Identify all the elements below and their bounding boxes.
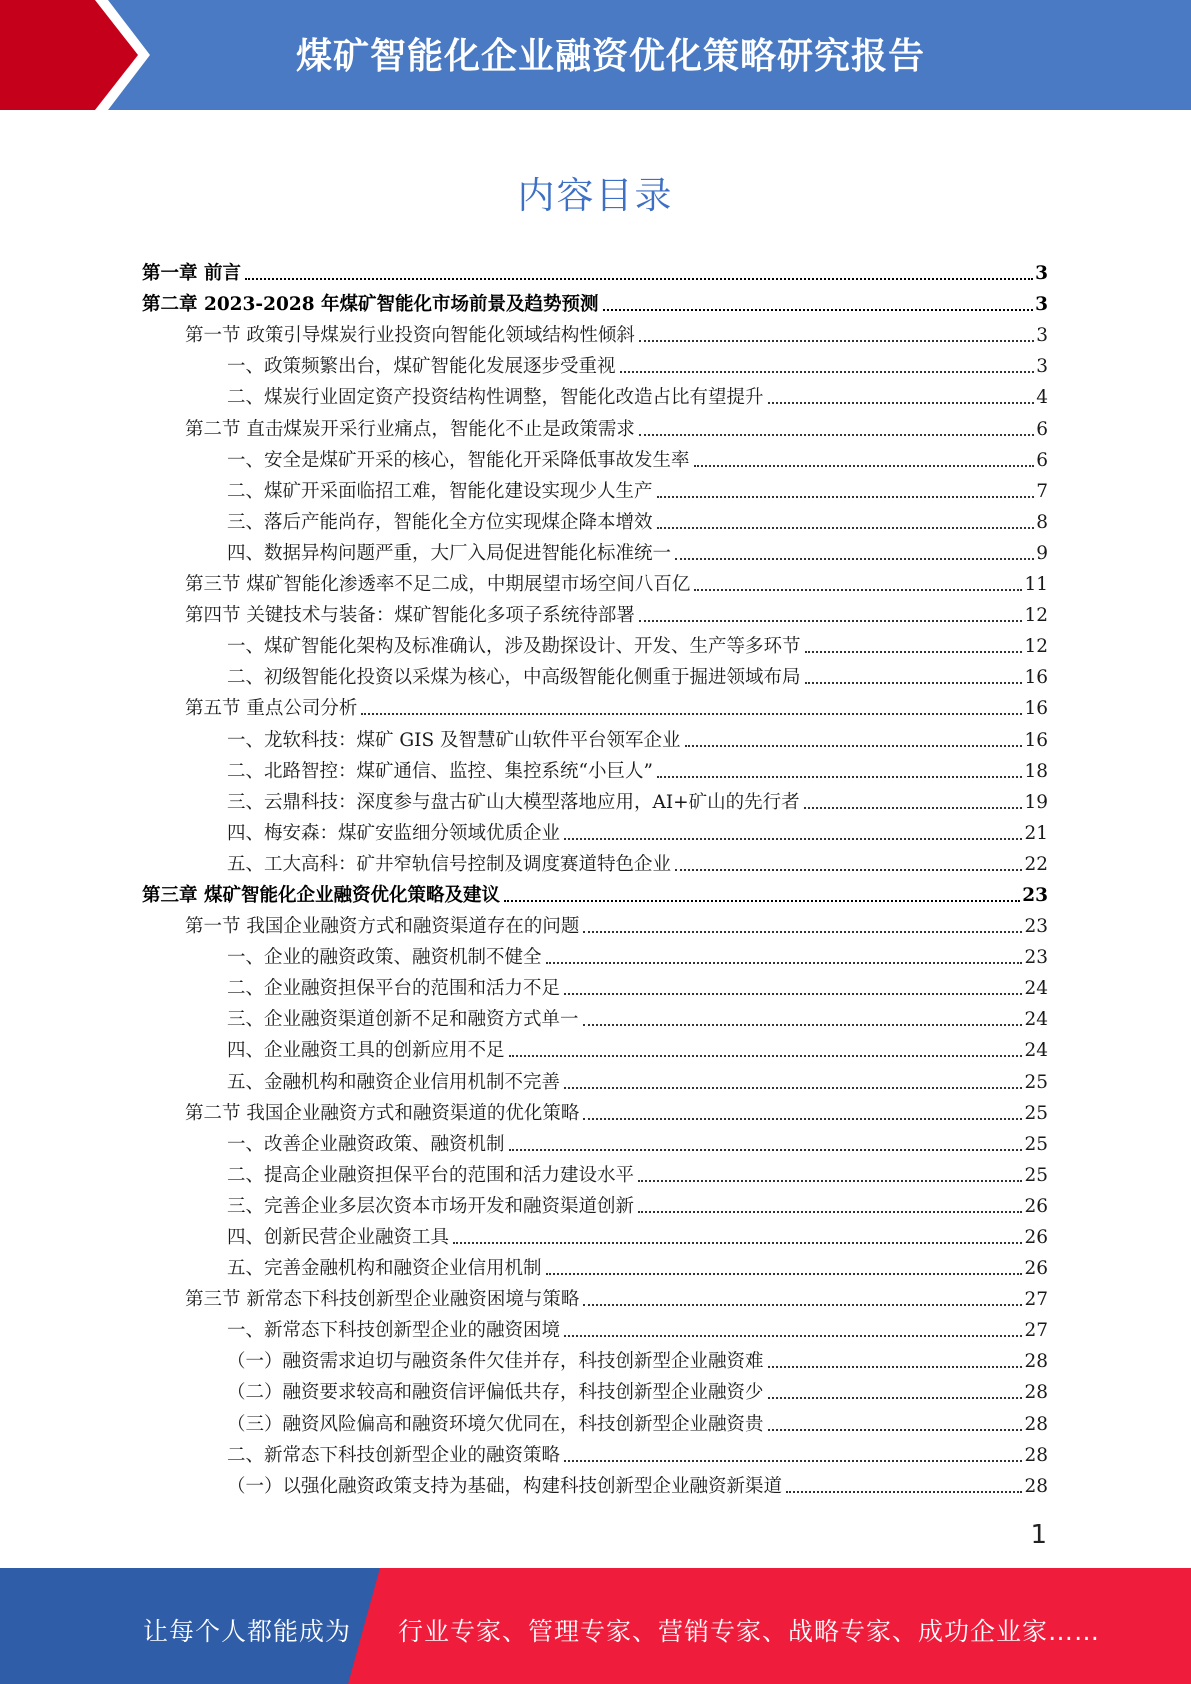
- toc-entry-title: 二、提高企业融资担保平台的范围和活力建设水平: [227, 1164, 635, 1186]
- toc-entry-title: 第一节 我国企业融资方式和融资渠道存在的问题: [185, 916, 580, 938]
- toc-dot-leader: [768, 402, 1034, 404]
- toc-entry-page: 19: [1024, 791, 1048, 813]
- toc-entry[interactable]: [142, 347, 1048, 378]
- toc-entry-page: 16: [1024, 667, 1048, 689]
- toc-dot-leader: [546, 962, 1023, 964]
- toc-dot-leader: [804, 807, 1023, 809]
- toc-entry[interactable]: [142, 720, 1048, 751]
- toc-dot-leader: [564, 1460, 1022, 1462]
- toc-entry[interactable]: [142, 783, 1048, 814]
- toc-entry-title: 一、改善企业融资政策、融资机制: [227, 1133, 505, 1155]
- toc-entry-page: 28: [1024, 1475, 1048, 1497]
- toc-entry-title: 二、煤炭行业固定资产投资结构性调整，智能化改造占比有望提升: [227, 387, 764, 409]
- toc-entry-title: （二）融资要求较高和融资信评偏低共存，科技创新型企业融资少: [227, 1382, 764, 1404]
- toc-entry[interactable]: [142, 316, 1048, 347]
- toc-entry[interactable]: [142, 1280, 1048, 1311]
- toc-entry-page: 12: [1024, 636, 1048, 658]
- toc-dot-leader: [768, 1429, 1023, 1431]
- toc-entry[interactable]: [142, 1404, 1048, 1435]
- toc-entry[interactable]: [142, 938, 1048, 969]
- toc-entry[interactable]: [142, 1218, 1048, 1249]
- toc-dot-leader: [583, 1024, 1023, 1026]
- toc-entry-title: 四、创新民营企业融资工具: [227, 1227, 450, 1248]
- toc-dot-leader: [361, 713, 1022, 715]
- toc-dot-leader: [786, 1491, 1022, 1493]
- toc-entry[interactable]: [142, 1062, 1048, 1093]
- page-number: 1: [1030, 1520, 1047, 1550]
- toc-entry[interactable]: [142, 658, 1048, 689]
- toc-entry-title: 二、北路智控：煤矿通信、监控、集控系统“小巨人”: [227, 760, 653, 782]
- toc-entry-title: 二、煤矿开采面临招工难，智能化建设实现少人生产: [227, 480, 653, 502]
- toc-dot-leader: [639, 620, 1023, 622]
- toc-heading: 内容目录: [517, 174, 674, 217]
- toc-entry[interactable]: [142, 1031, 1048, 1062]
- toc-dot-leader: [564, 1335, 1022, 1337]
- toc-entry[interactable]: [142, 596, 1048, 627]
- toc-dot-leader: [768, 1366, 1023, 1368]
- toc-dot-leader: [694, 465, 1034, 467]
- footer-slogan-right: 行业专家、管理专家、营销专家、战略专家、成功企业家……: [398, 1617, 1101, 1646]
- toc-dot-leader: [504, 900, 1020, 902]
- toc-entry-page: 3: [1035, 294, 1048, 316]
- toc-entry[interactable]: [142, 1000, 1048, 1031]
- toc-dot-leader: [675, 869, 1022, 871]
- toc-dot-leader: [583, 1304, 1022, 1306]
- toc-entry-title: 五、工大高科：矿井窄轨信号控制及调度赛道特色企业: [227, 853, 672, 875]
- toc-entry-page: 3: [1035, 263, 1048, 285]
- toc-entry-title: 第四节 关键技术与装备：煤矿智能化多项子系统待部署: [185, 605, 635, 627]
- toc-dot-leader: [245, 278, 1033, 280]
- toc-entry[interactable]: [142, 254, 1048, 285]
- toc-dot-leader: [603, 309, 1034, 311]
- toc-entry[interactable]: [142, 1467, 1048, 1498]
- toc-entry-title: 二、初级智能化投资以采煤为核心，中高级智能化侧重于掘进领域布局: [227, 667, 801, 689]
- toc-entry[interactable]: [142, 565, 1048, 596]
- toc-entry-title: 二、企业融资担保平台的范围和活力不足: [227, 978, 561, 1000]
- toc-entry-title: 三、企业融资渠道创新不足和融资方式单一: [227, 1009, 579, 1031]
- footer-band: [0, 1568, 1191, 1684]
- toc-dot-leader: [509, 1149, 1023, 1151]
- toc-dot-leader: [564, 1087, 1022, 1089]
- toc-dot-leader: [805, 651, 1023, 653]
- toc-entry[interactable]: [142, 1436, 1048, 1467]
- toc-entry-page: 23: [1024, 947, 1048, 969]
- toc-entry-page: 28: [1024, 1351, 1048, 1373]
- toc-entry-title: （一）融资需求迫切与融资条件欠佳并存，科技创新型企业融资难: [227, 1351, 764, 1373]
- toc-entry-page: 28: [1024, 1444, 1048, 1466]
- toc-entry[interactable]: [142, 409, 1048, 440]
- toc-entry-page: 25: [1024, 1133, 1048, 1155]
- footer-slogan-left: 让每个人都能成为: [143, 1617, 352, 1646]
- toc-entry-title: 五、金融机构和融资企业信用机制不完善: [227, 1071, 561, 1093]
- toc-entry-title: 五、完善金融机构和融资企业信用机制: [227, 1258, 542, 1280]
- toc-dot-leader: [583, 931, 1022, 933]
- toc-entry-title: 二、新常态下科技创新型企业的融资策略: [227, 1444, 561, 1466]
- toc-entry-page: 26: [1024, 1195, 1048, 1217]
- toc-entry-title: 一、煤矿智能化架构及标准确认，涉及勘探设计、开发、生产等多环节: [227, 636, 801, 658]
- toc-dot-leader: [768, 1397, 1023, 1399]
- toc-entry[interactable]: [142, 534, 1048, 565]
- toc-entry[interactable]: [142, 627, 1048, 658]
- toc-entry-title: 第一章 前言: [142, 263, 241, 285]
- toc-entry-title: 三、云鼎科技：深度参与盘古矿山大模型落地应用，AI+矿山的先行者: [227, 791, 800, 813]
- toc-entry-page: 16: [1024, 698, 1048, 720]
- toc-dot-leader: [639, 434, 1034, 436]
- toc-entry-page: 27: [1024, 1320, 1048, 1342]
- toc-entry-title: 一、企业的融资政策、融资机制不健全: [227, 947, 542, 969]
- toc-dot-leader: [639, 340, 1034, 342]
- toc-entry-page: 3: [1036, 356, 1048, 378]
- toc-entry[interactable]: [142, 1249, 1048, 1280]
- toc-entry-title: 第三节 煤矿智能化渗透率不足二成，中期展望市场空间八百亿: [185, 574, 691, 596]
- toc-entry-title: 四、企业融资工具的创新应用不足: [227, 1040, 505, 1062]
- toc-entry[interactable]: [142, 1311, 1048, 1342]
- toc-entry[interactable]: [142, 689, 1048, 720]
- toc-dot-leader: [546, 1273, 1023, 1275]
- toc-entry-page: 28: [1024, 1382, 1048, 1404]
- toc-entry-title: 一、安全是煤矿开采的核心，智能化开采降低事故发生率: [227, 449, 690, 471]
- toc-entry-title: 第一节 政策引导煤炭行业投资向智能化领域结构性倾斜: [185, 325, 635, 347]
- toc-entry[interactable]: [142, 1342, 1048, 1373]
- toc-entry[interactable]: [142, 378, 1048, 409]
- toc-entry-title: 第二节 我国企业融资方式和融资渠道的优化策略: [185, 1102, 580, 1124]
- toc-entry-page: 21: [1024, 822, 1048, 844]
- toc-entry-title: 一、龙软科技：煤矿 GIS 及智慧矿山软件平台领军企业: [227, 729, 681, 751]
- toc-dot-leader: [657, 776, 1023, 778]
- toc-entry[interactable]: [142, 472, 1048, 503]
- toc-entry[interactable]: [142, 876, 1048, 907]
- report-header-band: [0, 0, 1191, 110]
- toc-dot-leader: [657, 527, 1034, 529]
- toc-entry-title: 第三章 煤矿智能化企业融资优化策略及建议: [142, 884, 500, 906]
- toc-entry-title: 第五节 重点公司分析: [185, 698, 358, 720]
- toc-dot-leader: [694, 589, 1022, 591]
- toc-entry-title: 第二章 2023-2028 年煤矿智能化市场前景及趋势预测: [142, 294, 599, 316]
- toc-entry-page: 9: [1036, 542, 1048, 564]
- toc-entry-page: 28: [1024, 1413, 1048, 1435]
- toc-dot-leader: [675, 558, 1034, 560]
- toc-entry[interactable]: [142, 1094, 1048, 1125]
- toc-entry-page: 7: [1036, 480, 1048, 502]
- toc-entry-page: 11: [1024, 574, 1048, 596]
- toc-entry[interactable]: [142, 1156, 1048, 1187]
- toc-entry-page: 6: [1036, 449, 1048, 471]
- toc-entry-page: 25: [1024, 1102, 1048, 1124]
- toc-entry-page: 3: [1036, 325, 1048, 347]
- toc-entry[interactable]: [142, 814, 1048, 845]
- toc-entry-page: 23: [1024, 916, 1048, 938]
- toc-entry-page: 8: [1036, 511, 1048, 533]
- toc-dot-leader: [638, 1180, 1022, 1182]
- toc-entry[interactable]: [142, 1125, 1048, 1156]
- toc-entry-page: 27: [1024, 1289, 1048, 1311]
- toc-dot-leader: [657, 496, 1034, 498]
- toc-dot-leader: [620, 371, 1034, 373]
- toc-entry[interactable]: [142, 752, 1048, 783]
- toc-dot-leader: [805, 682, 1023, 684]
- toc-entry[interactable]: [142, 969, 1048, 1000]
- toc-dot-leader: [564, 838, 1022, 840]
- toc-entry-page: 23: [1022, 884, 1048, 906]
- toc-entry[interactable]: [142, 907, 1048, 938]
- toc-entry-page: 22: [1024, 853, 1048, 875]
- toc-entry-title: 四、数据异构问题严重，大厂入局促进智能化标准统一: [227, 542, 672, 564]
- toc-entry-page: 16: [1024, 729, 1048, 751]
- toc-entry-page: 26: [1024, 1258, 1048, 1280]
- table-of-contents: [142, 254, 1048, 1498]
- toc-dot-leader: [509, 1055, 1023, 1057]
- toc-dot-leader: [685, 745, 1023, 747]
- toc-entry-title: 一、新常态下科技创新型企业的融资困境: [227, 1320, 561, 1342]
- toc-entry-page: 24: [1024, 1040, 1048, 1062]
- toc-entry-page: 18: [1024, 760, 1048, 782]
- toc-entry[interactable]: [142, 285, 1048, 316]
- toc-dot-leader: [564, 993, 1022, 995]
- toc-entry[interactable]: [142, 1187, 1048, 1218]
- toc-entry-page: 4: [1036, 387, 1048, 409]
- toc-entry[interactable]: [142, 1373, 1048, 1404]
- toc-dot-leader: [638, 1211, 1022, 1213]
- toc-entry-title: 一、政策频繁出台，煤矿智能化发展逐步受重视: [227, 356, 616, 378]
- toc-entry[interactable]: [142, 441, 1048, 472]
- toc-entry-title: 第三节 新常态下科技创新型企业融资困境与策略: [185, 1289, 580, 1311]
- toc-entry-title: （三）融资风险偏高和融资环境欠优同在，科技创新型企业融资贵: [227, 1413, 764, 1435]
- toc-entry-page: 24: [1024, 1009, 1048, 1031]
- toc-entry-title: （一）以强化融资政策支持为基础，构建科技创新型企业融资新渠道: [227, 1475, 783, 1497]
- toc-dot-leader: [583, 1118, 1022, 1120]
- toc-entry-page: 25: [1024, 1071, 1048, 1093]
- toc-entry-title: 三、完善企业多层次资本市场开发和融资渠道创新: [227, 1195, 635, 1217]
- toc-entry-title: 三、落后产能尚存，智能化全方位实现煤企降本增效: [227, 511, 653, 533]
- toc-entry-page: 24: [1024, 978, 1048, 1000]
- toc-entry-page: 25: [1024, 1164, 1048, 1186]
- toc-entry-page: 12: [1024, 605, 1048, 627]
- report-title: 煤矿智能化企业融资优化策略研究报告: [295, 36, 925, 77]
- toc-entry-page: 6: [1036, 418, 1048, 440]
- toc-dot-leader: [453, 1242, 1022, 1244]
- toc-entry-title: 第二节 直击煤炭开采行业痛点，智能化不止是政策需求: [185, 418, 635, 440]
- toc-entry[interactable]: [142, 503, 1048, 534]
- toc-entry-title: 四、梅安森：煤矿安监细分领域优质企业: [227, 822, 561, 844]
- toc-entry[interactable]: [142, 845, 1048, 876]
- toc-entry-page: 26: [1024, 1227, 1048, 1248]
